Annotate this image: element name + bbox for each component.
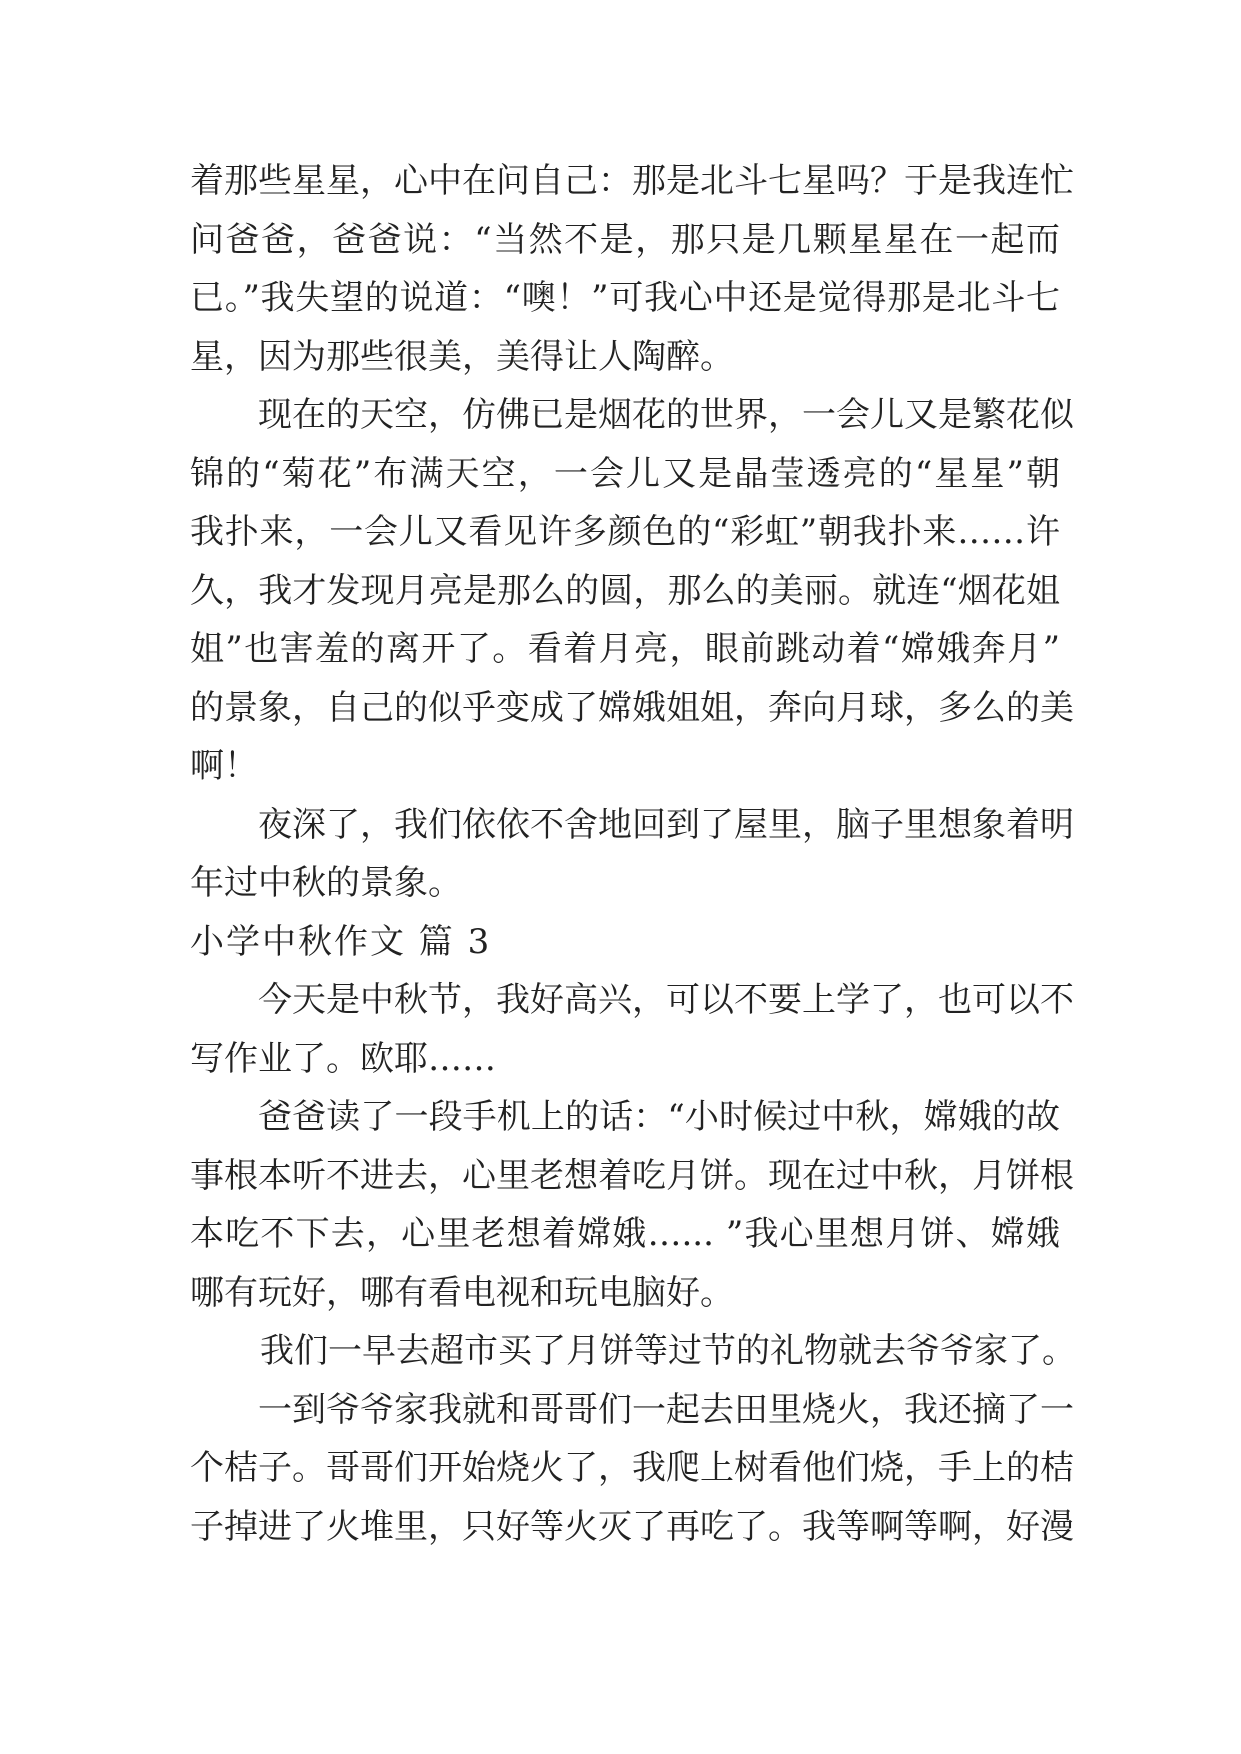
- paragraph-start-line: 夜深了，我们依依不舍地回到了屋里，脑子里想象着明: [258, 804, 1074, 845]
- text-line: 的景象，自己的似乎变成了嫦娥姐姐，奔向月球，多么的美: [190, 687, 1074, 728]
- paragraph-start-line: 现在的天空，仿佛已是烟花的世界，一会儿又是繁花似: [258, 395, 1074, 435]
- paragraph-start-line: 一到爷爷家我就和哥哥们一起去田里烧火，我还摘了一: [258, 1389, 1074, 1430]
- text-line: 已。”我失望的说道：“噢！”可我心中还是觉得那是北斗七: [190, 278, 1060, 318]
- section-heading: 小学中秋作文 篇 3: [190, 921, 492, 962]
- text-line: 子掉进了火堆里，只好等火灭了再吃了。我等啊等啊，好漫: [190, 1506, 1074, 1547]
- text-line: 姐”也害羞的离开了。看着月亮，眼前跳动着“嫦娥奔月”: [190, 629, 1060, 669]
- paragraph-start-line: 爸爸读了一段手机上的话：“小时候过中秋，嫦娥的故: [258, 1097, 1060, 1137]
- text-line: 写作业了。欧耶……: [190, 1038, 496, 1079]
- text-line: 我扑来，一会儿又看见许多颜色的“彩虹”朝我扑来……许: [190, 512, 1060, 552]
- text-line: 星，因为那些很美，美得让人陶醉。: [190, 336, 734, 377]
- document-body: [190, 152, 1076, 1556]
- text-line: 久，我才发现月亮是那么的圆，那么的美丽。就连“烟花姐: [190, 570, 1060, 611]
- text-line: 着那些星星，心中在问自己：那是北斗七星吗？于是我连忙: [190, 161, 1074, 201]
- paragraph-start-line: 我们一早去超市买了月饼等过节的礼物就去爷爷家了。: [260, 1331, 1076, 1371]
- text-line: 哪有玩好，哪有看电视和玩电脑好。: [190, 1272, 734, 1313]
- text-line: 本吃不下去，心里老想着嫦娥…... ”我心里想月饼、嫦娥: [190, 1214, 1060, 1254]
- text-line: 问爸爸，爸爸说：“当然不是，那只是几颗星星在一起而: [190, 219, 1060, 260]
- text-line: 啊！: [190, 746, 258, 786]
- text-line: 个桔子。哥哥们开始烧火了，我爬上树看他们烧，手上的桔: [190, 1448, 1074, 1488]
- text-line: 事根本听不进去，心里老想着吃月饼。现在过中秋，月饼根: [190, 1155, 1074, 1196]
- paragraph-start-line: 今天是中秋节，我好高兴，可以不要上学了，也可以不: [258, 980, 1074, 1020]
- text-line: 年过中秋的景象。: [190, 863, 462, 903]
- text-line: 锦的“菊花”布满天空，一会儿又是晶莹透亮的“星星”朝: [190, 453, 1060, 494]
